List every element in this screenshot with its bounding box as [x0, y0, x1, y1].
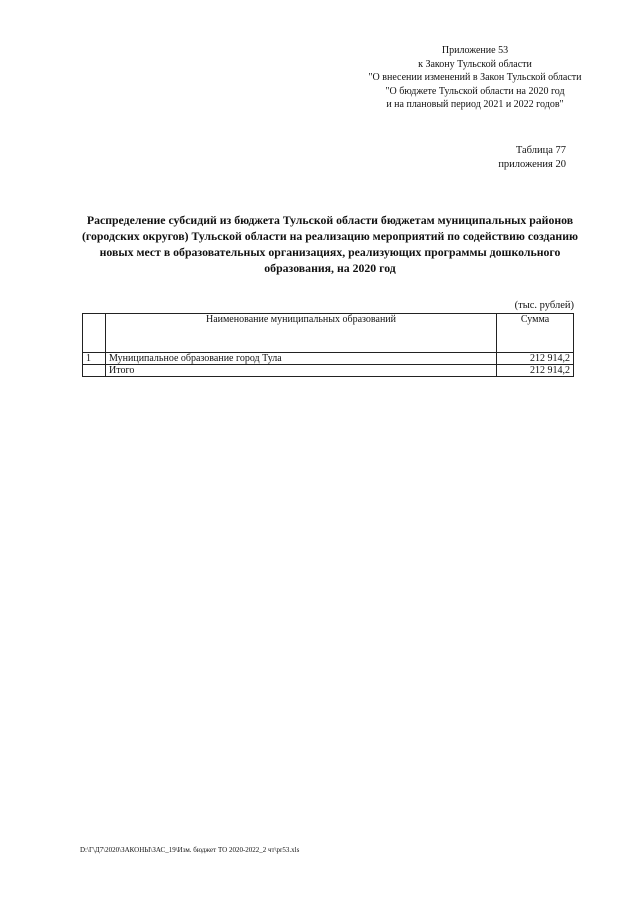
- appendix-header-line: к Закону Тульской области: [418, 58, 532, 70]
- row-sum: 212 914,2: [497, 353, 574, 365]
- row-name: Муниципальное образование город Тула: [106, 353, 497, 365]
- appendix-header-line: Приложение 53: [441, 45, 509, 56]
- table-reference: [498, 144, 566, 172]
- appendix-header-line: "О бюджете Тульской области на 2020 год: [385, 85, 565, 97]
- appendix-header-line: и на плановый период 2021 и 2022 годов": [386, 99, 564, 110]
- column-header-sum: Сумма: [497, 314, 574, 353]
- document-title: Распределение субсидий из бюджета Тульской области бюджетам муниципальных районов (городских округов) Тульской области на реализацию мероприятий по содействию созданию новых мест в образовательных организациях, реализующих программы дошкольного образования, на 2020 год: [81, 213, 579, 275]
- column-header-name: Наименование муниципальных образований: [106, 314, 497, 353]
- table-header-row: [83, 314, 574, 353]
- row-sum: 212 914,2: [497, 365, 574, 377]
- file-path-footer: D:\Г\Д7\2020\ЗАКОНЫ\ЗАС_19\Изм. бюджет ТО 2020-2022_2 чт\pr53.xls: [80, 846, 300, 854]
- appendix-header-line: "О внесении изменений в Закон Тульской области: [368, 72, 582, 83]
- table-number: Таблица 77: [515, 145, 566, 156]
- column-header-number: [83, 314, 106, 353]
- appendix-number: приложения 20: [498, 159, 566, 170]
- row-number: [83, 365, 106, 377]
- appendix-header: [330, 44, 620, 112]
- table-row: [83, 353, 574, 365]
- row-number: 1: [83, 353, 106, 365]
- subsidy-table: [82, 313, 574, 377]
- units-label: (тыс. рублей): [514, 300, 574, 311]
- table-row-total: [83, 365, 574, 377]
- row-name: Итого: [106, 365, 497, 377]
